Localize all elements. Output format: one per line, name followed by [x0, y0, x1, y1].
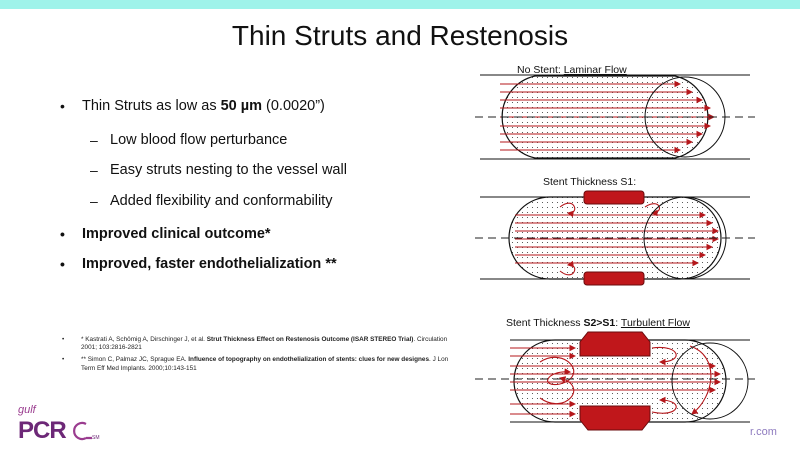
caption-text: Stent Thickness	[506, 317, 584, 329]
bullet-text: Improved, faster endothelialization **	[82, 256, 337, 272]
turbulent-flow-diagram	[480, 326, 750, 436]
caption-text: :	[615, 317, 621, 329]
bullet-text-pre: Thin Struts as low as	[82, 98, 221, 114]
caption-underlined: Turbulent Flow	[620, 317, 690, 329]
bullet-dot-icon: •	[60, 256, 65, 272]
subbullet-flow	[60, 132, 287, 148]
reference-1	[62, 336, 462, 352]
logo-pcr-text: PCR	[18, 417, 66, 444]
bullet-thin-struts	[60, 98, 325, 114]
bullet-text-bold: 50 µm	[220, 98, 263, 114]
subbullet-nesting	[60, 162, 347, 178]
diagram-2-caption: Stent Thickness S1:	[543, 176, 637, 188]
bullet-endothelialization	[60, 256, 337, 272]
reference-title: Influence of topography on endothelialization of stents: clues for new designes	[188, 356, 430, 364]
slide-title: Thin Struts and Restenosis	[231, 20, 569, 51]
caption-underlined: Laminar Flow	[563, 64, 627, 76]
bullet-text-post: (0.0020”)	[262, 98, 325, 114]
subbullet-text: Low blood flow perturbance	[110, 132, 288, 148]
reference-2	[62, 356, 462, 372]
reference-text: ** Simon C, Palmaz JC, Sprague EA.	[81, 356, 189, 364]
reference-source: . Circulation 2001; 103:2816-2821	[81, 336, 448, 352]
footer-url-fragment[interactable]: r.com	[750, 426, 777, 438]
dash-icon: –	[90, 193, 98, 209]
bullet-dot-icon: •	[62, 356, 65, 364]
dash-icon: –	[90, 132, 98, 148]
dash-icon: –	[90, 162, 98, 178]
bullet-text: Improved clinical outcome*	[82, 226, 271, 242]
stent-strut-top	[580, 332, 650, 356]
references	[62, 336, 462, 377]
subbullet-text: Added flexibility and conformability	[110, 193, 333, 209]
stent-strut-top	[584, 191, 644, 204]
caption-bold: S2>S1	[583, 317, 616, 329]
top-accent-bar	[0, 0, 800, 9]
stent-strut-bottom	[580, 406, 650, 430]
bullet-dot-icon: •	[60, 226, 65, 242]
gulf-pcr-logo	[14, 404, 114, 448]
bullet-dot-icon: •	[62, 336, 65, 343]
stent-strut-bottom	[584, 272, 644, 285]
stent-s1-diagram	[480, 185, 750, 295]
logo-sm-text: SM	[92, 435, 100, 441]
reference-title: Strut Thickness Effect on Restenosis Outcome (ISAR STEREO Trial)	[206, 336, 414, 343]
subbullet-text: Easy struts nesting to the vessel wall	[110, 162, 347, 178]
caption-text: No Stent:	[517, 64, 564, 76]
subbullet-flexibility	[60, 193, 332, 209]
reference-text: * Kastrati A, Schömig A, Dirschinger J, et al.	[81, 336, 207, 343]
bullet-clinical-outcome	[60, 226, 271, 242]
laminar-flow-diagram	[480, 70, 750, 170]
bullet-dot-icon: •	[60, 98, 65, 114]
logo-gulf-text: gulf	[18, 404, 36, 416]
reference-source: . J Lon Term Eff Med Implants. 2000;10:143-151	[81, 356, 449, 372]
